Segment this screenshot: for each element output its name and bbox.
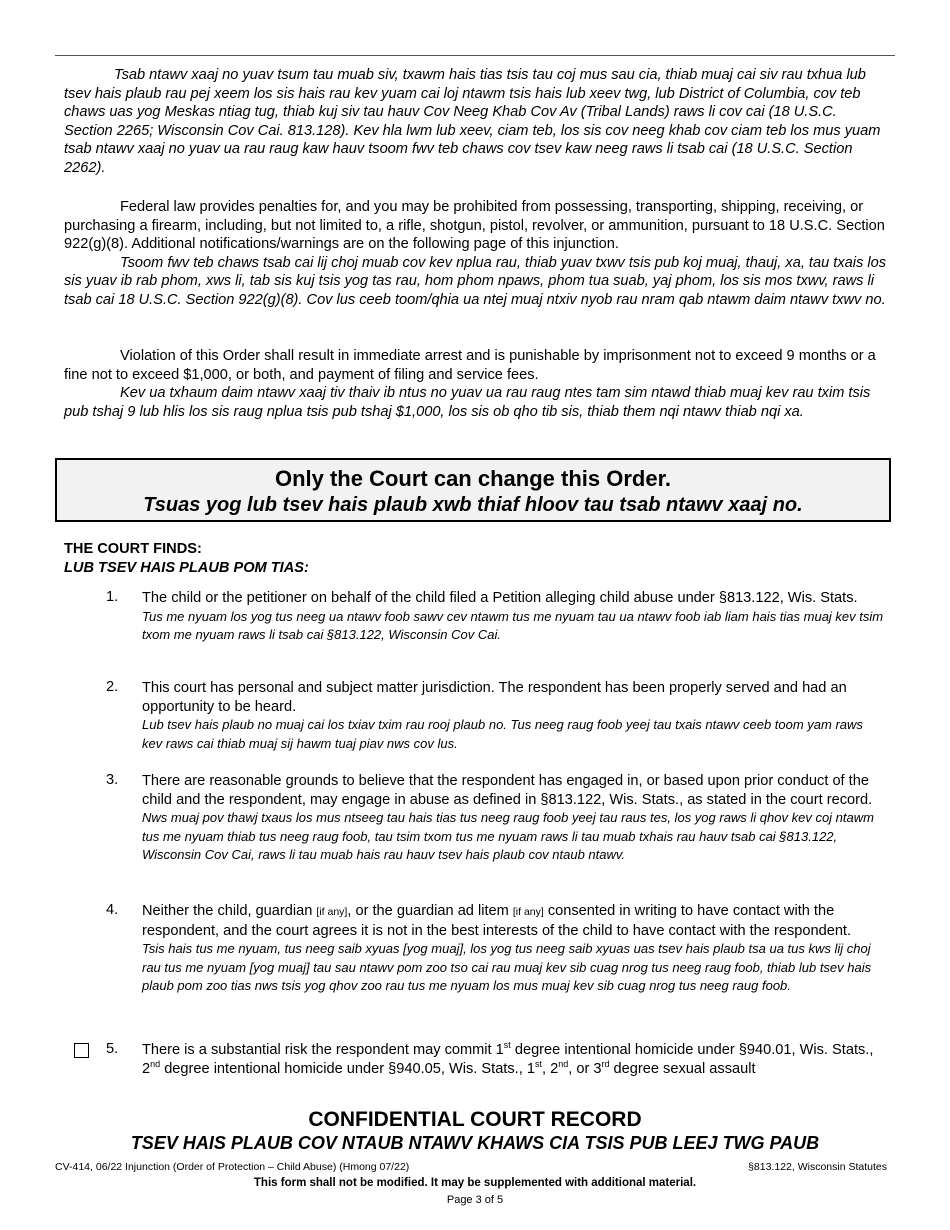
court-finds-heading	[64, 540, 309, 578]
finding-english: There are reasonable grounds to believe that the respondent has engaged in, or based upon prior conduct of the child and the respondent, may engage in abuse as defined in §813.122, Wis. Stats., as stated in the court record.	[142, 773, 873, 808]
finding-english: Neither the child, guardian [if any], or the guardian ad litem [if any] consented in writing to have contact with the respondent, and the court agrees it is not in the best interests of the child to have contact with the respondent.	[142, 903, 852, 939]
statute-reference: §813.122, Wisconsin Statutes	[748, 1161, 887, 1173]
finding-item-2	[106, 679, 886, 753]
finding-number: 5.	[106, 1041, 119, 1057]
finding-number: 4.	[106, 902, 119, 918]
court-finds-english: THE COURT FINDS:	[64, 541, 202, 557]
finding-hmong: Tsis hais tus me nyuam, tus neeg saib xyuas [yog muaj], los yog tus neeg saib xyuas uas tsev hais plaub tsa ua tus kws lij choj rau tus me nyuam [yog muaj] tau sau ntawv pom zoo tso cai rau muaj kev sib cuag nrog tus neeg raug foob, thiab lub tsev hais plaub pom zoo tias nws tsis yog qhov zoo rau tus me nyuam los mus muaj kev sib cuag nrog tus neeg raug foob.	[142, 941, 872, 993]
finding-5-checkbox[interactable]	[74, 1043, 89, 1058]
court-finds-hmong: LUB TSEV HAIS PLAUB POM TIAS:	[64, 560, 309, 576]
finding-english: The child or the petitioner on behalf of the child filed a Petition alleging child abuse under §813.122, Wis. Stats.	[142, 590, 858, 606]
if-any-note: [if any]	[316, 906, 348, 918]
banner-english: Only the Court can change this Order.	[274, 466, 672, 491]
firearm-section	[64, 198, 886, 309]
finding-hmong: Tus me nyuam los yog tus neeg ua ntawv foob sawv cev ntawm tus me nyuam tau ua ntawv foob iab liam hais tias muaj kev tsim txom me nyuam raws li tsab cai §813.122, Wisconsin Cov Cai.	[142, 608, 884, 642]
hmong-full-faith-paragraph: Tsab ntawv xaaj no yuav tsum tau muab siv, txawm hais tias tsis tau coj mus sau cia, thiab muaj cai siv rau txhua lub tsev hais plaub rau pej xeem los sis hais rau kev yuam cai loj ntawm tsis hais lub xeev twg, lub District of Columbia, cov teb chaws uas yog Meskas ntiag tug, thiab kuj siv tau hauv Cov Neeg Khab Cov Av (Tribal Lands) raws li cov cai (18 U.S.C. Section 2265; Wisconsin Cov Cai. 813.128). Kev hla lwm lub xeev, ciam teb, los sis cov neeg khab cov ciam teb los mus yuam tsab ntawv xaaj no yuav ua rau raug kaw hauv tsoom fwv teb chaws cov tsev kaw neeg raws li tsab cai (18 U.S.C. Section 2262).	[64, 67, 881, 176]
finding-english: This court has personal and subject matter jurisdiction. The respondent has been properly served and had an opportunity to be heard.	[142, 680, 847, 715]
violation-paragraph: Violation of this Order shall result in immediate arrest and is punishable by imprisonment not to exceed 9 months or a fine not to exceed $1,000, or both, and payment of filing and service fees.	[64, 348, 876, 383]
violation-section	[64, 347, 886, 421]
finding-item-5	[106, 1041, 886, 1078]
top-divider	[55, 55, 895, 56]
finding-english: There is a substantial risk the respondent may commit 1st degree intentional homicide under §940.01, Wis. Stats., 2nd degree intentional homicide under §940.05, Wis. Stats., 1st, 2nd, or 3rd degree sexual assault	[142, 1040, 874, 1077]
hmong-violation-paragraph: Kev ua txhaum daim ntawv xaaj tiv thaiv ib ntus no yuav ua rau raug ntes tam sim ntawd thiab muaj kev rau txim tsis pub tshaj 9 lub hlis los sis raug nplua tsis pub tshaj $1,000, los sis ob qho tib sis, thiab them nqi ntawv thiab nqi xa.	[64, 385, 871, 420]
finding-hmong: Nws muaj pov thawj txaus los mus ntseeg tau hais tias tus neeg raug foob yeej tau raus tes, los yog raws li qhov kev coj ntawm tus me nyuam thiab tus neeg raug foob, tau tsim txom tus me nyuam raws li tau muab txhais rau hauv tsab cai §813.122, Wisconsin Cov Cai, raws li tau muab hais rau hauv tsev hais plaub cov ntaub ntawv.	[142, 810, 874, 862]
finding-number: 1.	[106, 589, 119, 605]
page-number: Page 3 of 5	[446, 1194, 504, 1206]
intro-section	[64, 66, 886, 177]
banner-hmong: Tsuas yog lub tsev hais plaub xwb thiaf hloov tau tsab ntawv xaaj no.	[143, 494, 803, 516]
finding-item-4	[106, 902, 886, 996]
form-id: CV-414, 06/22 Injunction (Order of Protection – Child Abuse) (Hmong 07/22)	[55, 1161, 410, 1173]
if-any-note: [if any]	[512, 906, 544, 918]
finding-hmong: Lub tsev hais plaub no muaj cai los txiav txim rau rooj plaub no. Tus neeg raug foob yeej tau txais ntawv ceeb toom yam raws kev raws cai thiab muaj sij hawm tuaj piav nws cov lus.	[142, 717, 863, 751]
firearm-paragraph: Federal law provides penalties for, and you may be prohibited from possessing, transporting, shipping, receiving, or purchasing a firearm, including, but not limited to, a rifle, shotgun, pistol, revolver, or ammunition, pursuant to 18 U.S.C. Section 922(g)(8). Additional notifications/warnings are on the following page of this injunction.	[64, 199, 885, 252]
finding-item-1	[106, 589, 886, 645]
confidential-subtitle: TSEV HAIS PLAUB COV NTAUB NTAWV KHAWS CIA TSIS PUB LEEJ TWG PAUB	[130, 1133, 820, 1153]
hmong-firearm-paragraph: Tsoom fwv teb chaws tsab cai lij choj muab cov kev nplua rau, thiab yuav txwv tsis pub koj muaj, thauj, xa, tau txais los sis yuav ib rab phom, xws li, tab sis kuj tsis yog tas rau, hom phom npaws, phom tua suab, yaj phom, los sis mos txwv, raws li tsab cai 18 U.S.C. Section 922(g)(8). Cov lus ceeb toom/qhia ua ntej muaj ntxiv nyob rau nram qab ntawm daim ntawv txwv no.	[64, 254, 886, 308]
finding-number: 3.	[106, 772, 119, 788]
modification-note: This form shall not be modified. It may be supplemented with additional material.	[253, 1177, 697, 1189]
confidential-title: CONFIDENTIAL COURT RECORD	[308, 1108, 642, 1131]
court-change-banner	[55, 458, 891, 522]
finding-item-3	[106, 772, 886, 865]
finding-number: 2.	[106, 679, 119, 695]
